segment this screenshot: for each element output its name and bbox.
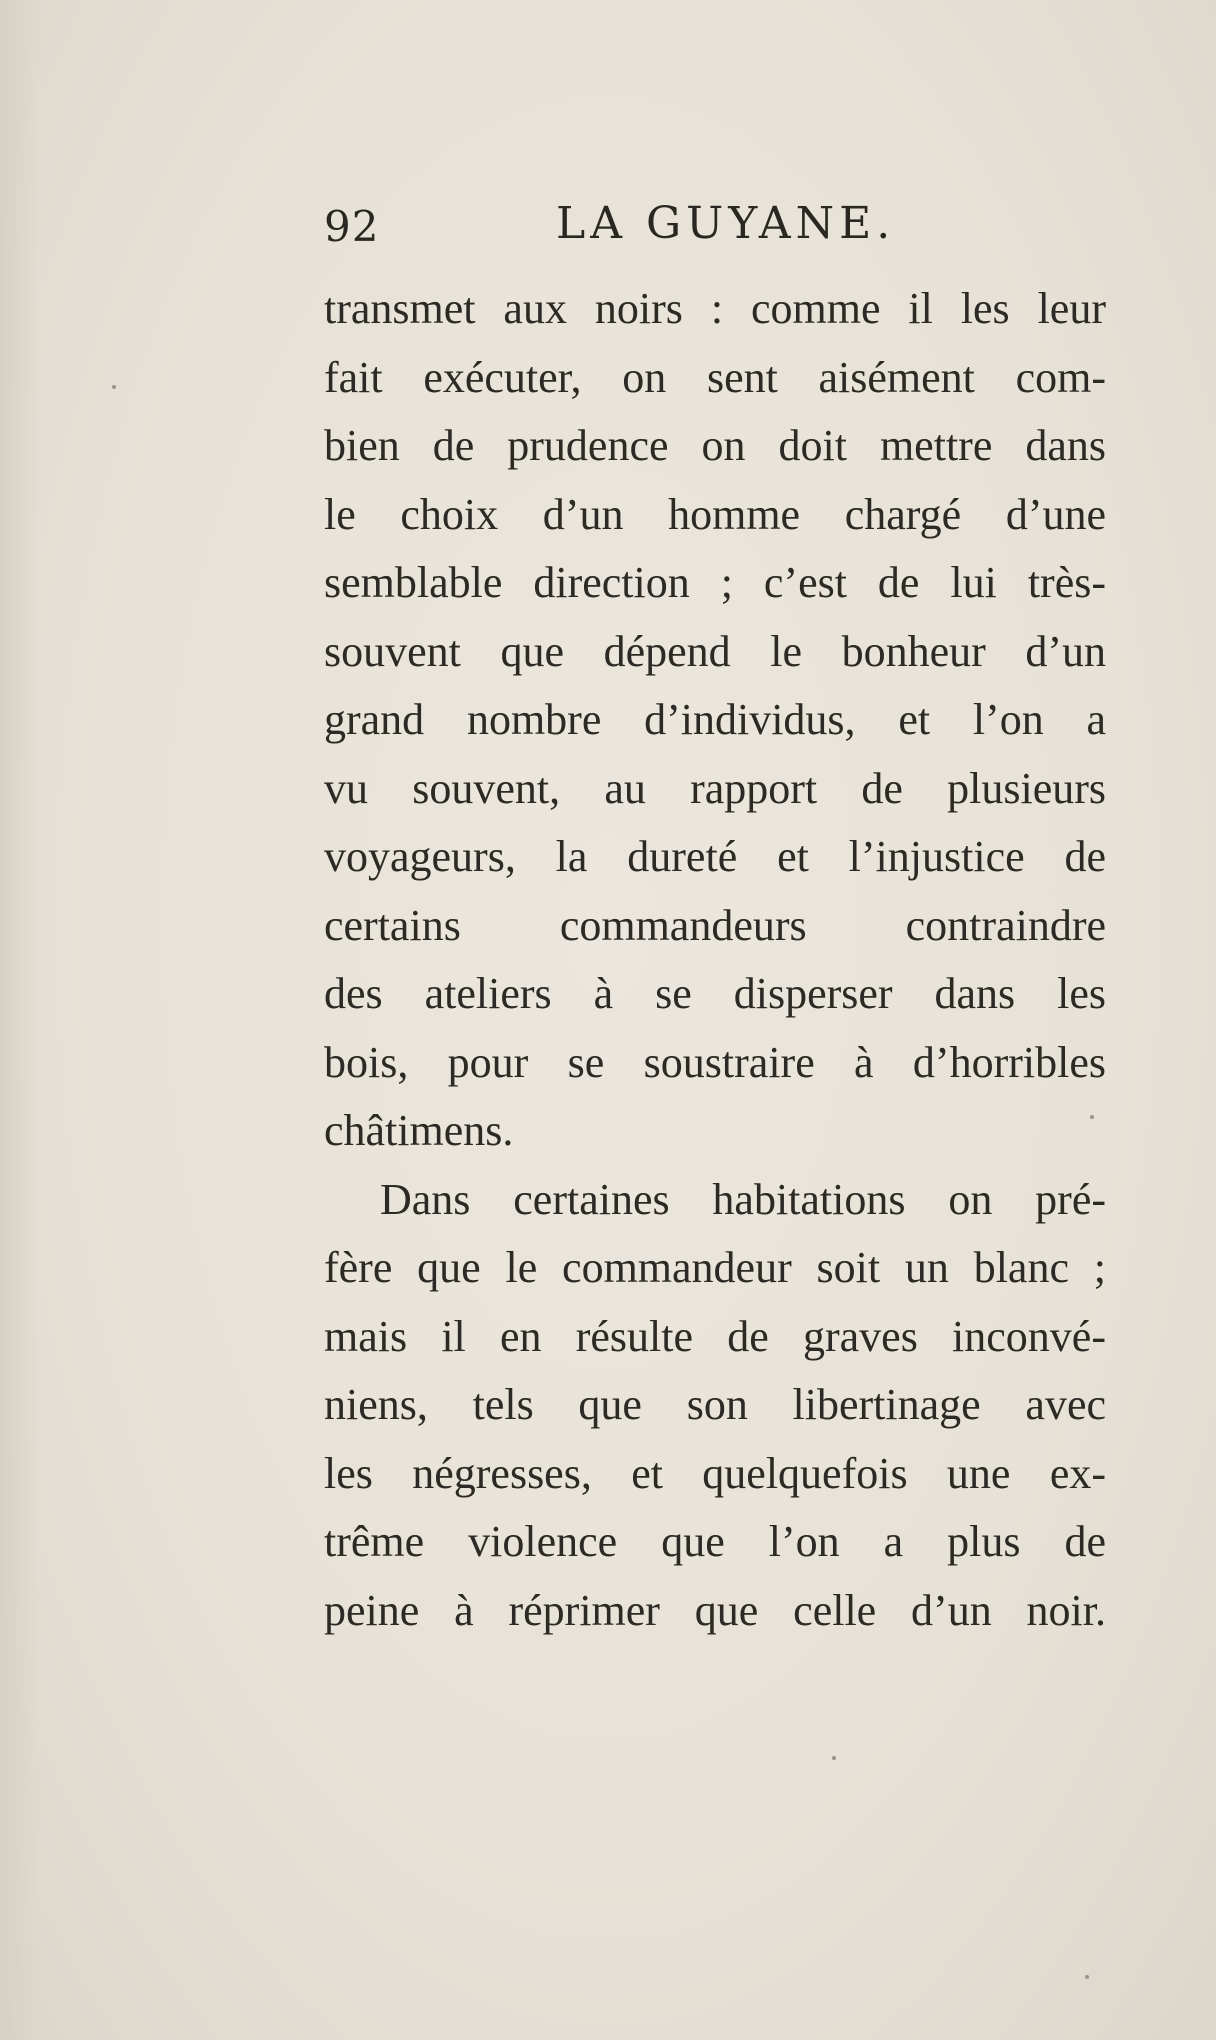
body-text	[324, 275, 1106, 1645]
text-line: fère que le commandeur soit un blanc ;	[324, 1243, 1106, 1292]
text-line: fait exécuter, on sent aisément com-	[324, 352, 1106, 402]
paper-speck	[1090, 1115, 1094, 1119]
paper-speck	[112, 385, 116, 389]
paragraph-2	[324, 1166, 1106, 1646]
text-line: des ateliers à se disperser dans les	[324, 969, 1106, 1018]
text-line: le choix d’un homme chargé d’une	[324, 489, 1106, 539]
paragraph-1	[324, 275, 1106, 1166]
text-line: voyageurs, la dureté et l’injustice de	[324, 832, 1106, 881]
text-line: bien de prudence on doit mettre dans	[324, 421, 1106, 470]
running-title: LA GUYANE.	[556, 198, 896, 249]
text-line: bois, pour se soustraire à d’horribles	[324, 1037, 1106, 1087]
page-header	[324, 190, 1104, 250]
text-line: transmet aux noirs : comme il les leur	[324, 284, 1106, 333]
text-line: Dans certaines habitations on pré-	[380, 1174, 1106, 1224]
text-line: trême violence que l’on a plus de	[324, 1517, 1106, 1566]
page-edge-shadow	[0, 0, 40, 2040]
text-line: certains commandeurs contraindre	[324, 900, 1106, 950]
text-line: niens, tels que son libertinage avec	[324, 1380, 1106, 1429]
text-line: les négresses, et quelquefois une ex-	[324, 1448, 1106, 1498]
paper-speck	[832, 1756, 836, 1760]
text-line: châtimens.	[324, 1106, 514, 1155]
text-line: vu souvent, au rapport de plusieurs	[324, 763, 1106, 813]
text-line: grand nombre d’individus, et l’on a	[324, 695, 1106, 744]
paper-speck	[1085, 1975, 1089, 1979]
text-line: souvent que dépend le bonheur d’un	[324, 626, 1106, 676]
page-number: 92	[324, 202, 380, 251]
text-line: mais il en résulte de graves inconvé-	[324, 1311, 1106, 1361]
text-line: semblable direction ; c’est de lui très-	[324, 558, 1106, 607]
text-line: peine à réprimer que celle d’un noir.	[324, 1585, 1106, 1635]
